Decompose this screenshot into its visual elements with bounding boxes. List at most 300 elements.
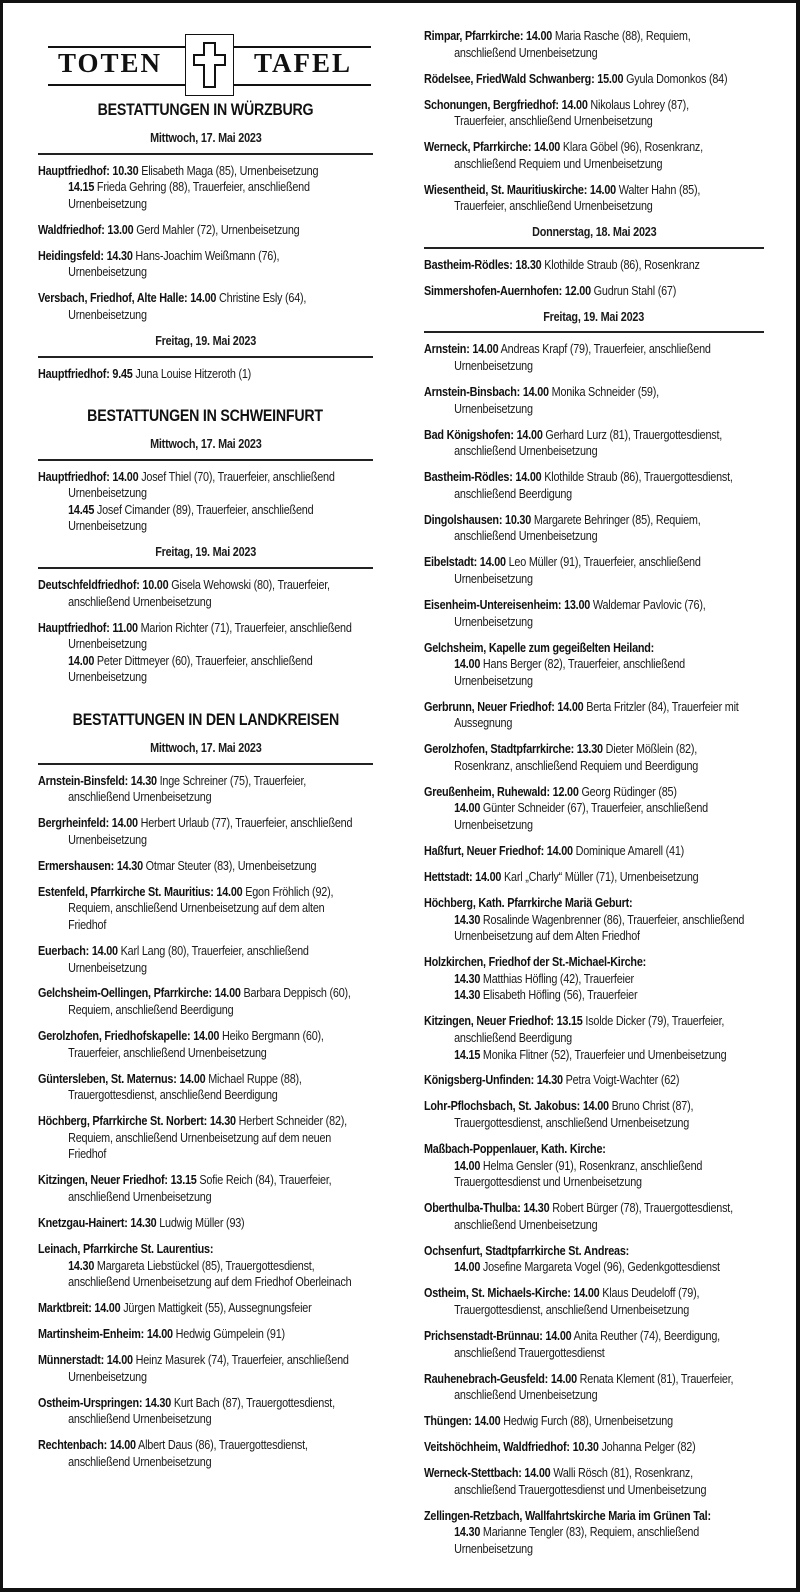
funeral-entry bbox=[424, 1285, 764, 1318]
entry-location-time: Greußenheim, Ruhewald: 12.00 bbox=[424, 784, 579, 799]
entry-details: Juna Louise Hitzeroth (1) bbox=[132, 366, 252, 381]
entry-location-time: Arnstein-Binsfeld: 14.30 bbox=[38, 773, 157, 788]
entry-details: Gerhard Lurz (81), Trauergottesdienst, bbox=[542, 427, 723, 442]
entry-line bbox=[38, 960, 326, 977]
entry-line bbox=[38, 789, 326, 806]
entry-line bbox=[424, 1524, 716, 1541]
entry-details: Georg Rüdinger (85) bbox=[578, 784, 677, 799]
entry-details: anschließend Urnenbeisetzung bbox=[68, 1189, 212, 1204]
entry-details: Urnenbeisetzung bbox=[454, 359, 533, 374]
funeral-entry bbox=[38, 1395, 373, 1428]
entry-line bbox=[38, 502, 326, 519]
entry-line bbox=[38, 1437, 326, 1454]
entry-details: Trauergottesdienst, anschließend Urnenbeisetzung bbox=[454, 1302, 690, 1317]
entry-details: Günter Schneider (67), Trauerfeier, anschließend bbox=[480, 801, 709, 816]
entry-details: Marion Richter (71), Trauerfeier, anschließend bbox=[137, 620, 352, 635]
logo-word-right: TAFEL bbox=[254, 48, 353, 78]
date-heading bbox=[424, 309, 764, 334]
entry-details: Hedwig Gümpelein (91) bbox=[172, 1327, 285, 1342]
entry-details: Herbert Schneider (82), bbox=[235, 1114, 347, 1129]
entry-line bbox=[424, 817, 716, 834]
entry-details: Gerd Mahler (72), Urnenbeisetzung bbox=[133, 222, 300, 237]
entry-location-time: 14.00 bbox=[454, 1158, 481, 1173]
entry-details: Friedhof bbox=[68, 1147, 107, 1162]
entry-location-time: Gerolzhofen, Stadtpfarrkirche: 13.30 bbox=[424, 742, 603, 757]
entry-location-time: Bergrheinfeld: 14.00 bbox=[38, 816, 138, 831]
entry-line bbox=[424, 715, 716, 732]
funeral-entry bbox=[38, 1326, 373, 1343]
entry-details: anschließend Urnenbeisetzung bbox=[454, 529, 598, 544]
funeral-entry bbox=[38, 1241, 373, 1291]
entry-line bbox=[424, 971, 716, 988]
entry-details: Albert Daus (86), Trauergottesdienst, bbox=[135, 1438, 308, 1453]
entry-location-time: Hauptfriedhof: 10.30 bbox=[38, 163, 139, 178]
entry-line bbox=[424, 1508, 716, 1525]
left-column bbox=[38, 100, 373, 1480]
entry-location-time: Hettstadt: 14.00 bbox=[424, 869, 502, 884]
funeral-entry bbox=[424, 71, 764, 88]
entry-details: Karl Lang (80), Trauerfeier, anschließend bbox=[117, 943, 309, 958]
funeral-entry bbox=[424, 699, 764, 732]
funeral-entry bbox=[424, 954, 764, 1004]
entry-line bbox=[424, 673, 716, 690]
entry-location-time: Rödelsee, FriedWald Schwanberg: 15.00 bbox=[424, 71, 624, 86]
entry-line bbox=[38, 636, 326, 653]
funeral-entry bbox=[424, 182, 764, 215]
entry-location-time: Gelchsheim, Kapelle zum gegeißelten Heiland: bbox=[424, 640, 655, 655]
entry-details: Urnenbeisetzung bbox=[454, 571, 533, 586]
funeral-entry bbox=[38, 1172, 373, 1205]
entry-details: Christine Esly (64), bbox=[216, 291, 307, 306]
entry-line bbox=[38, 1071, 326, 1088]
entry-details: Egon Fröhlich (92), bbox=[242, 884, 334, 899]
entry-details: Klothilde Straub (86), Rosenkranz bbox=[541, 257, 700, 272]
entry-details: Matthias Höfling (42), Trauerfeier bbox=[480, 971, 634, 986]
entry-details: Sofie Reich (84), Trauerfeier, bbox=[196, 1173, 332, 1188]
entry-location-time: Leinach, Pfarrkirche St. Laurentius: bbox=[38, 1241, 214, 1256]
funeral-entry bbox=[38, 290, 373, 323]
entry-location-time: 14.15 bbox=[68, 180, 95, 195]
entry-details: anschließend Beerdigung bbox=[454, 486, 573, 501]
entry-location-time: 14.30 bbox=[454, 912, 481, 927]
entry-location-time: Gerolzhofen, Friedhofskapelle: 14.00 bbox=[38, 1029, 220, 1044]
funeral-entry bbox=[424, 1371, 764, 1404]
section-heading bbox=[38, 406, 373, 426]
entry-location-time: Höchberg, Pfarrkirche St. Norbert: 14.30 bbox=[38, 1114, 236, 1129]
entry-location-time: Estenfeld, Pfarrkirche St. Mauritius: 14.00 bbox=[38, 884, 243, 899]
date-heading-text: Freitag, 19. Mai 2023 bbox=[155, 545, 256, 560]
entry-location-time: Rechtenbach: 14.00 bbox=[38, 1438, 136, 1453]
entry-line bbox=[424, 384, 716, 401]
entry-line bbox=[38, 1411, 326, 1428]
entry-line bbox=[424, 784, 716, 801]
entry-line bbox=[38, 1369, 326, 1386]
funeral-entry bbox=[424, 97, 764, 130]
entry-line bbox=[38, 163, 326, 180]
entry-line bbox=[38, 290, 326, 307]
funeral-entry bbox=[424, 427, 764, 460]
entry-location-time: Oberthulba-Thulba: 14.30 bbox=[424, 1201, 550, 1216]
entry-location-time: 14.45 bbox=[68, 502, 95, 517]
date-heading bbox=[38, 436, 373, 461]
totentafel-logo bbox=[48, 34, 373, 96]
entry-location-time: 14.30 bbox=[454, 971, 481, 986]
entry-line bbox=[424, 1047, 727, 1064]
entry-line bbox=[424, 928, 716, 945]
entry-line bbox=[424, 1482, 716, 1499]
entry-details: Urnenbeisetzung bbox=[68, 196, 147, 211]
entry-line bbox=[424, 1302, 716, 1319]
funeral-entry bbox=[38, 620, 373, 686]
entry-location-time: Kitzingen, Neuer Friedhof: 13.15 bbox=[424, 1014, 583, 1029]
entry-line bbox=[424, 486, 716, 503]
entry-line bbox=[424, 28, 716, 45]
entry-location-time: Bad Königshofen: 14.00 bbox=[424, 427, 543, 442]
entry-location-time: Heidingsfeld: 14.30 bbox=[38, 248, 133, 263]
entry-line bbox=[38, 1352, 349, 1369]
funeral-entry bbox=[424, 1243, 764, 1276]
entry-line bbox=[424, 1158, 716, 1175]
entry-line bbox=[38, 900, 326, 917]
entry-location-time: 14.30 bbox=[68, 1258, 95, 1273]
funeral-entry bbox=[424, 869, 764, 886]
entry-details: Gyula Domonkos (84) bbox=[623, 71, 728, 86]
entry-location-time: Simmershofen-Auernhofen: 12.00 bbox=[424, 283, 591, 298]
date-heading bbox=[38, 130, 373, 155]
entry-line bbox=[38, 1028, 326, 1045]
entry-details: Requiem, anschließend Urnenbeisetzung auf dem neuen bbox=[68, 1130, 332, 1145]
entry-line bbox=[424, 1345, 716, 1362]
entry-line bbox=[424, 1328, 720, 1345]
entry-details: Dominique Amarell (41) bbox=[572, 844, 685, 858]
cross-icon bbox=[186, 35, 233, 95]
entry-line bbox=[424, 800, 716, 817]
entry-line bbox=[424, 1387, 716, 1404]
entry-location-time: Thüngen: 14.00 bbox=[424, 1414, 501, 1429]
entry-line bbox=[38, 594, 326, 611]
entry-details: Urnenbeisetzung bbox=[454, 401, 533, 416]
funeral-entry bbox=[38, 366, 373, 383]
entry-details: Maria Rasche (88), Requiem, bbox=[552, 29, 691, 43]
entry-details: Trauerfeier, anschließend Urnenbeisetzung bbox=[454, 199, 653, 214]
entry-line bbox=[38, 1300, 326, 1317]
entry-details: Margarete Behringer (85), Requiem, bbox=[531, 512, 701, 527]
entry-details: Klaus Deudeloff (79), bbox=[599, 1286, 700, 1301]
funeral-entry bbox=[424, 1013, 764, 1063]
entry-details: Inge Schreiner (75), Trauerfeier, bbox=[156, 773, 307, 788]
entry-details: Aussegnung bbox=[454, 716, 513, 731]
entry-line bbox=[38, 469, 335, 486]
entry-location-time: Arnstein-Binsbach: 14.00 bbox=[424, 385, 549, 400]
entry-location-time: 14.15 bbox=[454, 1047, 481, 1062]
entry-details: Hedwig Furch (88), Urnenbeisetzung bbox=[500, 1414, 673, 1429]
entry-line bbox=[38, 1241, 326, 1258]
entry-details: anschließend Urnenbeisetzung bbox=[454, 1388, 598, 1403]
entry-details: Trauergottesdienst und Urnenbeisetzung bbox=[454, 1175, 642, 1190]
funeral-entry bbox=[424, 1465, 764, 1498]
entry-location-time: Lohr-Pflochsbach, St. Jakobus: 14.00 bbox=[424, 1099, 609, 1114]
entry-details: anschließend Urnenbeisetzung bbox=[454, 1217, 598, 1232]
entry-details: anschließend Trauergottesdienst bbox=[454, 1345, 605, 1360]
funeral-entry bbox=[424, 640, 764, 690]
funeral-entry bbox=[424, 1413, 764, 1430]
entry-line bbox=[424, 182, 716, 199]
entry-line bbox=[38, 1215, 326, 1232]
entry-details: Hans Berger (82), Trauerfeier, anschließend bbox=[480, 657, 685, 672]
funeral-entry bbox=[38, 1300, 373, 1317]
entry-line bbox=[38, 1045, 326, 1062]
date-heading-text: Freitag, 19. Mai 2023 bbox=[543, 309, 645, 324]
funeral-entry bbox=[38, 858, 373, 875]
entry-location-time: Höchberg, Kath. Pfarrkirche Mariä Geburt: bbox=[424, 895, 633, 910]
entry-line bbox=[38, 248, 326, 265]
entry-details: Urnenbeisetzung auf dem Alten Friedhof bbox=[454, 929, 640, 944]
entry-location-time: Werneck, Pfarrkirche: 14.00 bbox=[424, 140, 561, 155]
entry-details: Requiem, anschließend Beerdigung bbox=[68, 1003, 234, 1018]
entry-line bbox=[38, 485, 326, 502]
entry-line bbox=[38, 1146, 326, 1163]
entry-line bbox=[424, 1439, 716, 1456]
entry-line bbox=[424, 257, 716, 274]
entry-location-time: Holzkirchen, Friedhof der St.-Michael-Kirche: bbox=[424, 955, 647, 970]
entry-details: Barbara Deppisch (60), bbox=[240, 986, 351, 1001]
entry-details: Marianne Tengler (83), Requiem, anschließend bbox=[480, 1525, 700, 1540]
entry-location-time: Werneck-Stettbach: 14.00 bbox=[424, 1466, 551, 1481]
entry-line bbox=[38, 264, 326, 281]
entry-line bbox=[424, 1072, 716, 1089]
entry-line bbox=[38, 943, 326, 960]
date-heading-text: Mittwoch, 17. Mai 2023 bbox=[149, 437, 262, 452]
entry-details: Klothilde Straub (86), Trauergottesdienst, bbox=[541, 470, 733, 485]
entry-location-time: Bastheim-Rödles: 14.00 bbox=[424, 470, 542, 485]
section-heading-text: BESTATTUNGEN IN DEN LANDKREISEN bbox=[72, 711, 339, 729]
entry-details: Waldemar Pavlovic (76), bbox=[590, 597, 706, 612]
entry-details: Urnenbeisetzung bbox=[68, 1369, 147, 1384]
funeral-entry bbox=[424, 469, 764, 502]
entry-location-time: Zellingen-Retzbach, Wallfahrtskirche Maria im Grünen Tal: bbox=[424, 1508, 711, 1523]
entry-location-time: Waldfriedhof: 13.00 bbox=[38, 222, 134, 237]
entry-details: Bruno Christ (87), bbox=[608, 1099, 694, 1114]
entry-location-time: Martinsheim-Enheim: 14.00 bbox=[38, 1327, 173, 1342]
entry-details: anschließend Urnenbeisetzung bbox=[68, 790, 212, 805]
entry-details: Trauergottesdienst, anschließend Urnenbeisetzung bbox=[454, 1116, 690, 1131]
entry-details: Trauerfeier, anschließend Urnenbeisetzung bbox=[68, 1045, 267, 1060]
entry-details: Peter Dittmeyer (60), Trauerfeier, anschließend bbox=[94, 653, 313, 668]
entry-line bbox=[424, 156, 716, 173]
entry-details: Gudrun Stahl (67) bbox=[590, 283, 677, 298]
entry-details: Petra Voigt-Wachter (62) bbox=[562, 1073, 680, 1088]
entry-details: Urnenbeisetzung bbox=[68, 307, 147, 322]
entry-location-time: Hauptfriedhof: 14.00 bbox=[38, 469, 139, 484]
entry-line bbox=[424, 198, 716, 215]
entry-line bbox=[38, 858, 326, 875]
entry-line bbox=[424, 512, 716, 529]
entry-line bbox=[38, 1172, 332, 1189]
entry-line bbox=[424, 640, 716, 657]
funeral-entry bbox=[424, 741, 764, 774]
entry-details: anschließend Trauergottesdienst und Urnenbeisetzung bbox=[454, 1482, 707, 1497]
entry-location-time: Haßfurt, Neuer Friedhof: 14.00 bbox=[424, 844, 573, 858]
entry-line bbox=[38, 917, 326, 934]
entry-line bbox=[424, 954, 716, 971]
cross-box bbox=[185, 34, 234, 96]
entry-details: Renata Klement (81), Trauerfeier, bbox=[576, 1371, 734, 1386]
entry-details: Frieda Gehring (88), Trauerfeier, anschließend bbox=[94, 180, 310, 195]
funeral-entry bbox=[424, 257, 764, 274]
entry-details: Monika Schneider (59), bbox=[548, 385, 659, 400]
entry-details: Berta Fritzler (84), Trauerfeier mit bbox=[583, 699, 739, 714]
entry-details: Heiko Bergmann (60), bbox=[219, 1029, 324, 1044]
entry-location-time: Prichsenstadt-Brünnau: 14.00 bbox=[424, 1328, 572, 1343]
entry-location-time: Arnstein: 14.00 bbox=[424, 342, 499, 357]
funeral-entry bbox=[38, 1071, 373, 1104]
entry-details: Margareta Liebstückel (85), Trauergottesdienst, bbox=[94, 1258, 315, 1273]
entry-details: Walter Hahn (85), bbox=[615, 182, 701, 197]
entry-details: Hans-Joachim Weißmann (76), bbox=[132, 248, 280, 263]
entry-details: Urnenbeisetzung bbox=[68, 960, 147, 975]
entry-location-time: Eisenheim-Untereisenheim: 13.00 bbox=[424, 597, 591, 612]
entry-details: Anita Reuther (74), Beerdigung, bbox=[571, 1328, 720, 1343]
entry-details: Urnenbeisetzung bbox=[68, 832, 147, 847]
entry-line bbox=[38, 653, 326, 670]
funeral-entry bbox=[38, 884, 373, 934]
entry-line bbox=[424, 358, 716, 375]
entry-line bbox=[424, 571, 716, 588]
funeral-entry bbox=[424, 597, 764, 630]
entry-details: Urnenbeisetzung bbox=[454, 1541, 533, 1556]
entry-details: anschließend Urnenbeisetzung auf dem Friedhof Oberleinach bbox=[68, 1275, 352, 1290]
entry-location-time: 14.00 bbox=[454, 657, 481, 672]
entry-line bbox=[424, 1174, 716, 1191]
entry-details: Trauergottesdienst, anschließend Beerdigung bbox=[68, 1088, 278, 1103]
entry-line bbox=[38, 669, 326, 686]
funeral-entry bbox=[424, 1328, 764, 1361]
entry-line bbox=[38, 222, 326, 239]
date-heading-text: Mittwoch, 17. Mai 2023 bbox=[149, 741, 262, 755]
entry-details: Urnenbeisetzung bbox=[68, 486, 147, 501]
funeral-entry bbox=[38, 163, 373, 213]
funeral-entry bbox=[38, 222, 373, 239]
entry-location-time: Dingolshausen: 10.30 bbox=[424, 512, 532, 527]
section-heading bbox=[38, 100, 373, 120]
entry-location-time: Hauptfriedhof: 11.00 bbox=[38, 620, 138, 635]
entry-details: Nikolaus Lohrey (87), bbox=[587, 97, 689, 112]
entry-line bbox=[424, 554, 716, 571]
entry-details: Gisela Wehowski (80), Trauerfeier, bbox=[168, 578, 330, 593]
entry-details: Urnenbeisetzung bbox=[454, 673, 533, 688]
funeral-entry bbox=[424, 1508, 764, 1558]
entry-line bbox=[424, 1371, 734, 1388]
entry-line bbox=[424, 1200, 733, 1217]
entry-location-time: Deutschfeldfriedhof: 10.00 bbox=[38, 578, 169, 593]
entry-line bbox=[38, 815, 353, 832]
section-heading-text: BESTATTUNGEN IN SCHWEINFURT bbox=[87, 407, 324, 426]
date-heading-text: Mittwoch, 17. Mai 2023 bbox=[149, 131, 262, 145]
funeral-entry bbox=[38, 1352, 373, 1385]
entry-details: Rosenkranz, anschließend Requiem und Beerdigung bbox=[454, 758, 699, 773]
entry-line bbox=[424, 597, 716, 614]
entry-line bbox=[424, 528, 716, 545]
funeral-entry bbox=[38, 773, 373, 806]
entry-details: anschließend Requiem und Urnenbeisetzung bbox=[454, 156, 663, 171]
entry-line bbox=[424, 987, 716, 1004]
entry-line bbox=[424, 113, 716, 130]
funeral-entry bbox=[424, 554, 764, 587]
entry-details: Monika Flitner (52), Trauerfeier und Urnenbeisetzung bbox=[480, 1047, 727, 1062]
entry-location-time: 14.00 bbox=[68, 653, 95, 668]
entry-details: Josefine Margareta Vogel (96), Gedenkgottesdienst bbox=[480, 1260, 720, 1275]
entry-line bbox=[424, 427, 723, 444]
funeral-entry bbox=[424, 283, 764, 300]
entry-line bbox=[424, 1141, 716, 1158]
date-heading bbox=[424, 224, 764, 249]
entry-line bbox=[38, 832, 326, 849]
entry-details: anschließend Urnenbeisetzung bbox=[454, 45, 598, 60]
funeral-entry bbox=[424, 1072, 764, 1089]
entry-location-time: Maßbach-Poppenlauer, Kath. Kirche: bbox=[424, 1142, 606, 1157]
entry-location-time: Rauhenebrach-Geusfeld: 14.00 bbox=[424, 1371, 577, 1386]
entry-location-time: Ostheim, St. Michaels-Kirche: 14.00 bbox=[424, 1286, 600, 1301]
entry-details: anschließend Urnenbeisetzung bbox=[68, 594, 212, 609]
entry-location-time: Bastheim-Rödles: 18.30 bbox=[424, 257, 542, 272]
entry-location-time: Schonungen, Bergfriedhof: 14.00 bbox=[424, 97, 588, 112]
date-heading-text: Freitag, 19. Mai 2023 bbox=[155, 333, 256, 348]
entry-line bbox=[38, 307, 326, 324]
entry-location-time: Güntersleben, St. Maternus: 14.00 bbox=[38, 1071, 206, 1086]
section-heading bbox=[38, 710, 373, 730]
entry-details: Heinz Masurek (74), Trauerfeier, anschließend bbox=[132, 1353, 349, 1368]
entry-location-time: 14.30 bbox=[454, 1525, 481, 1540]
entry-line bbox=[424, 895, 716, 912]
entry-details: Isolde Dicker (79), Trauerfeier, bbox=[582, 1014, 725, 1029]
entry-line bbox=[38, 620, 352, 637]
entry-line bbox=[424, 1115, 716, 1132]
date-heading bbox=[38, 544, 373, 569]
entry-details: Michael Ruppe (88), bbox=[205, 1071, 302, 1086]
entry-location-time: 14.30 bbox=[454, 988, 481, 1003]
entry-details: Trauerfeier, anschließend Urnenbeisetzung bbox=[454, 114, 653, 129]
entry-line bbox=[424, 1259, 720, 1276]
entry-line bbox=[38, 1002, 326, 1019]
funeral-entry bbox=[38, 943, 373, 976]
entry-line bbox=[38, 518, 326, 535]
entry-details: Jürgen Mattigkeit (55), Aussegnungsfeier bbox=[120, 1301, 312, 1316]
funeral-entry bbox=[424, 341, 764, 374]
entry-location-time: Gerbrunn, Neuer Friedhof: 14.00 bbox=[424, 699, 584, 714]
logo-word-left: TOTEN bbox=[58, 48, 163, 78]
entry-line bbox=[424, 843, 716, 860]
entry-line bbox=[424, 401, 716, 418]
entry-details: Elisabeth Höfling (56), Trauerfeier bbox=[480, 988, 638, 1003]
entry-location-time: Marktbreit: 14.00 bbox=[38, 1301, 121, 1316]
entry-details: Urnenbeisetzung bbox=[68, 637, 147, 652]
funeral-entry bbox=[424, 139, 764, 172]
entry-details: Rosalinde Wagenbrenner (86), Trauerfeier, anschließend bbox=[480, 912, 745, 927]
entry-line bbox=[38, 1113, 347, 1130]
entry-location-time: Hauptfriedhof: 9.45 bbox=[38, 366, 133, 381]
entry-line bbox=[38, 1258, 326, 1275]
entry-line bbox=[424, 1285, 716, 1302]
entry-details: Helma Gensler (91), Rosenkranz, anschließend bbox=[480, 1158, 703, 1173]
funeral-entry bbox=[424, 1439, 764, 1456]
entry-line bbox=[38, 179, 326, 196]
entry-line bbox=[424, 1243, 716, 1260]
funeral-entry bbox=[424, 512, 764, 545]
entry-details: Herbert Urlaub (77), Trauerfeier, anschließend bbox=[137, 816, 353, 831]
entry-line bbox=[424, 741, 716, 758]
entry-line bbox=[38, 366, 326, 383]
entry-details: Urnenbeisetzung bbox=[68, 519, 147, 534]
